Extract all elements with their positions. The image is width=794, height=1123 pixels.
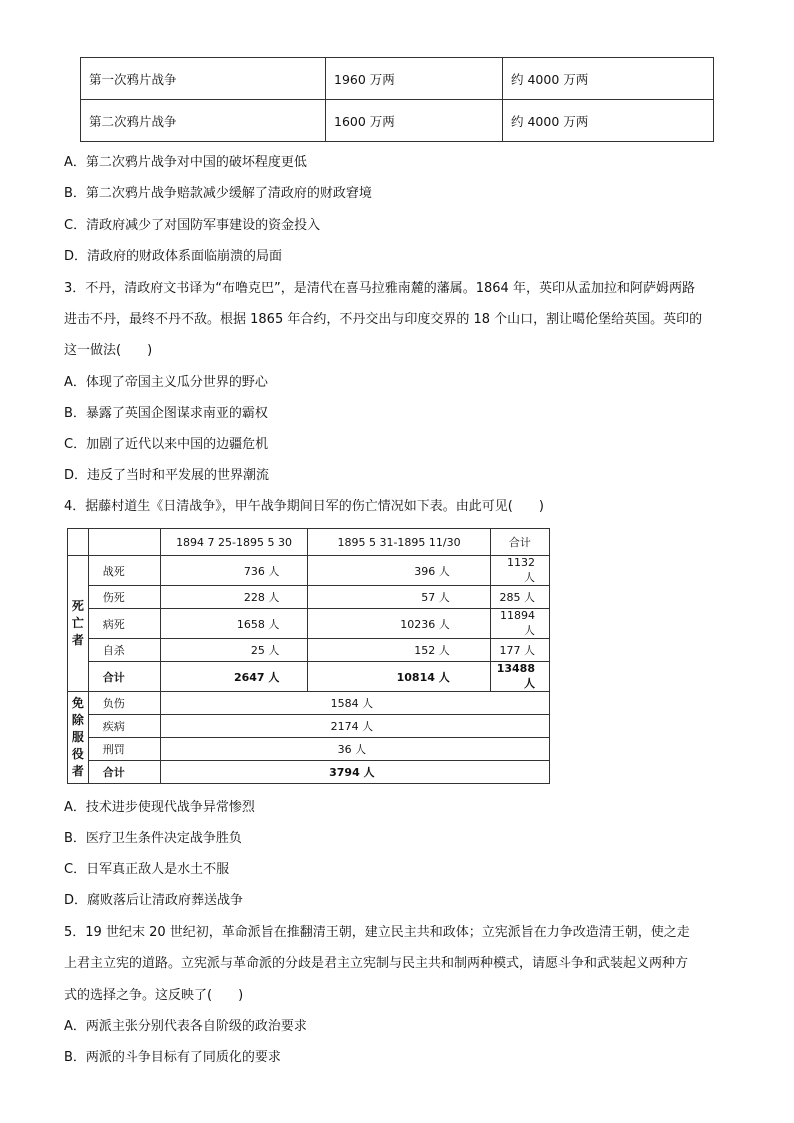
q5-option-a: A．两派主张分别代表各自阶级的政治要求	[64, 1019, 307, 1034]
table-cell: 1600 万两	[326, 100, 503, 142]
q4-option-c: C．日军真正敌人是水土不服	[64, 862, 230, 877]
table-row	[68, 738, 550, 761]
q3-stem-line-1: 3．不丹，清政府文书译为“布噜克巴”，是清代在喜马拉雅南麓的藩属。1864 年，英印从孟加拉和阿萨姆两路	[64, 281, 695, 296]
casualty-table	[67, 528, 550, 784]
table-cell: 228 人	[160, 586, 308, 609]
q4-stem: 4．据藤村道生《日清战争》，甲午战争期间日军的伤亡情况如下表。由此可见( )	[64, 499, 544, 514]
group-label-deaths: 死 亡 者	[68, 556, 89, 692]
column-header: 1894 7 25-1895 5 30	[160, 529, 308, 556]
q5-stem-line-2: 上君主立宪的道路。立宪派与革命派的分歧是君主立宪制与民主共和制两种模式，请愿斗争和武装起义两种方	[64, 956, 689, 971]
q5-stem-line-3: 式的选择之争。这反映了( )	[64, 988, 244, 1003]
q2-option-a: A．第二次鸦片战争对中国的破坏程度更低	[64, 155, 307, 170]
table-cell: 10236 人	[308, 609, 490, 639]
table-cell: 1132 人	[490, 556, 549, 586]
table-cell: 第二次鸦片战争	[81, 100, 326, 142]
row-label: 战死	[88, 556, 160, 586]
table-row	[68, 761, 550, 784]
table-cell: 约 4000 万两	[503, 100, 714, 142]
q2-option-d: D．清政府的财政体系面临崩溃的局面	[64, 249, 283, 264]
table-cell: 36 人	[160, 738, 549, 761]
q3-option-c: C．加剧了近代以来中国的边疆危机	[64, 437, 269, 452]
q3-option-a: A．体现了帝国主义瓜分世界的野心	[64, 375, 268, 390]
table-header-row	[68, 529, 550, 556]
group-label-discharged: 免 除 服 役 者	[68, 692, 89, 784]
q4-option-b: B．医疗卫生条件决定战争胜负	[64, 831, 242, 846]
q3-stem-line-2: 进击不丹，最终不丹不敌。根据 1865 年合约，不丹交出与印度交界的 18 个山口，割让噶伦堡给英国。英印的	[64, 312, 703, 327]
column-header: 1895 5 31-1895 11/30	[308, 529, 490, 556]
table-row	[68, 692, 550, 715]
row-label: 负伤	[88, 692, 160, 715]
row-label: 合计	[88, 761, 160, 784]
table-cell: 11894 人	[490, 609, 549, 639]
table-cell: 2647 人	[160, 662, 308, 692]
row-label: 病死	[88, 609, 160, 639]
table-row	[68, 639, 550, 662]
row-label: 合计	[88, 662, 160, 692]
row-label: 疾病	[88, 715, 160, 738]
table-cell: 约 4000 万两	[503, 58, 714, 100]
table-cell: 1584 人	[160, 692, 549, 715]
table-cell	[88, 529, 160, 556]
table-row	[68, 609, 550, 639]
table-cell: 736 人	[160, 556, 308, 586]
q5-stem-line-1: 5．19 世纪末 20 世纪初，革命派旨在推翻清王朝，建立民主共和政体；立宪派旨在力争改造清王朝，使之走	[64, 925, 690, 940]
table-cell: 10814 人	[308, 662, 490, 692]
table-cell: 25 人	[160, 639, 308, 662]
table-row	[81, 100, 714, 142]
table-cell: 396 人	[308, 556, 490, 586]
table-cell: 13488 人	[490, 662, 549, 692]
table-cell: 57 人	[308, 586, 490, 609]
row-label: 伤死	[88, 586, 160, 609]
q2-option-c: C．清政府减少了对国防军事建设的资金投入	[64, 218, 321, 233]
row-label: 自杀	[88, 639, 160, 662]
q3-option-d: D．违反了当时和平发展的世界潮流	[64, 468, 270, 483]
table-row	[68, 586, 550, 609]
table-cell: 152 人	[308, 639, 490, 662]
table-cell: 285 人	[490, 586, 549, 609]
q4-option-a: A．技术进步使现代战争异常惨烈	[64, 800, 255, 815]
table-cell: 177 人	[490, 639, 549, 662]
table-row	[81, 58, 714, 100]
table-cell: 1658 人	[160, 609, 308, 639]
indemnity-table	[80, 57, 714, 142]
column-header: 合计	[490, 529, 549, 556]
table-row	[68, 662, 550, 692]
q3-stem-line-3: 这一做法( )	[64, 343, 153, 358]
table-cell: 2174 人	[160, 715, 549, 738]
table-row	[68, 556, 550, 586]
table-cell	[68, 529, 89, 556]
q3-option-b: B．暴露了英国企图谋求南亚的霸权	[64, 406, 268, 421]
table-cell: 1960 万两	[326, 58, 503, 100]
table-cell: 3794 人	[160, 761, 549, 784]
row-label: 刑罚	[88, 738, 160, 761]
q4-option-d: D．腐败落后让清政府葬送战争	[64, 893, 244, 908]
table-cell: 第一次鸦片战争	[81, 58, 326, 100]
q5-option-b: B．两派的斗争目标有了同质化的要求	[64, 1050, 281, 1065]
table-row	[68, 715, 550, 738]
q2-option-b: B．第二次鸦片战争赔款减少缓解了清政府的财政窘境	[64, 186, 372, 201]
